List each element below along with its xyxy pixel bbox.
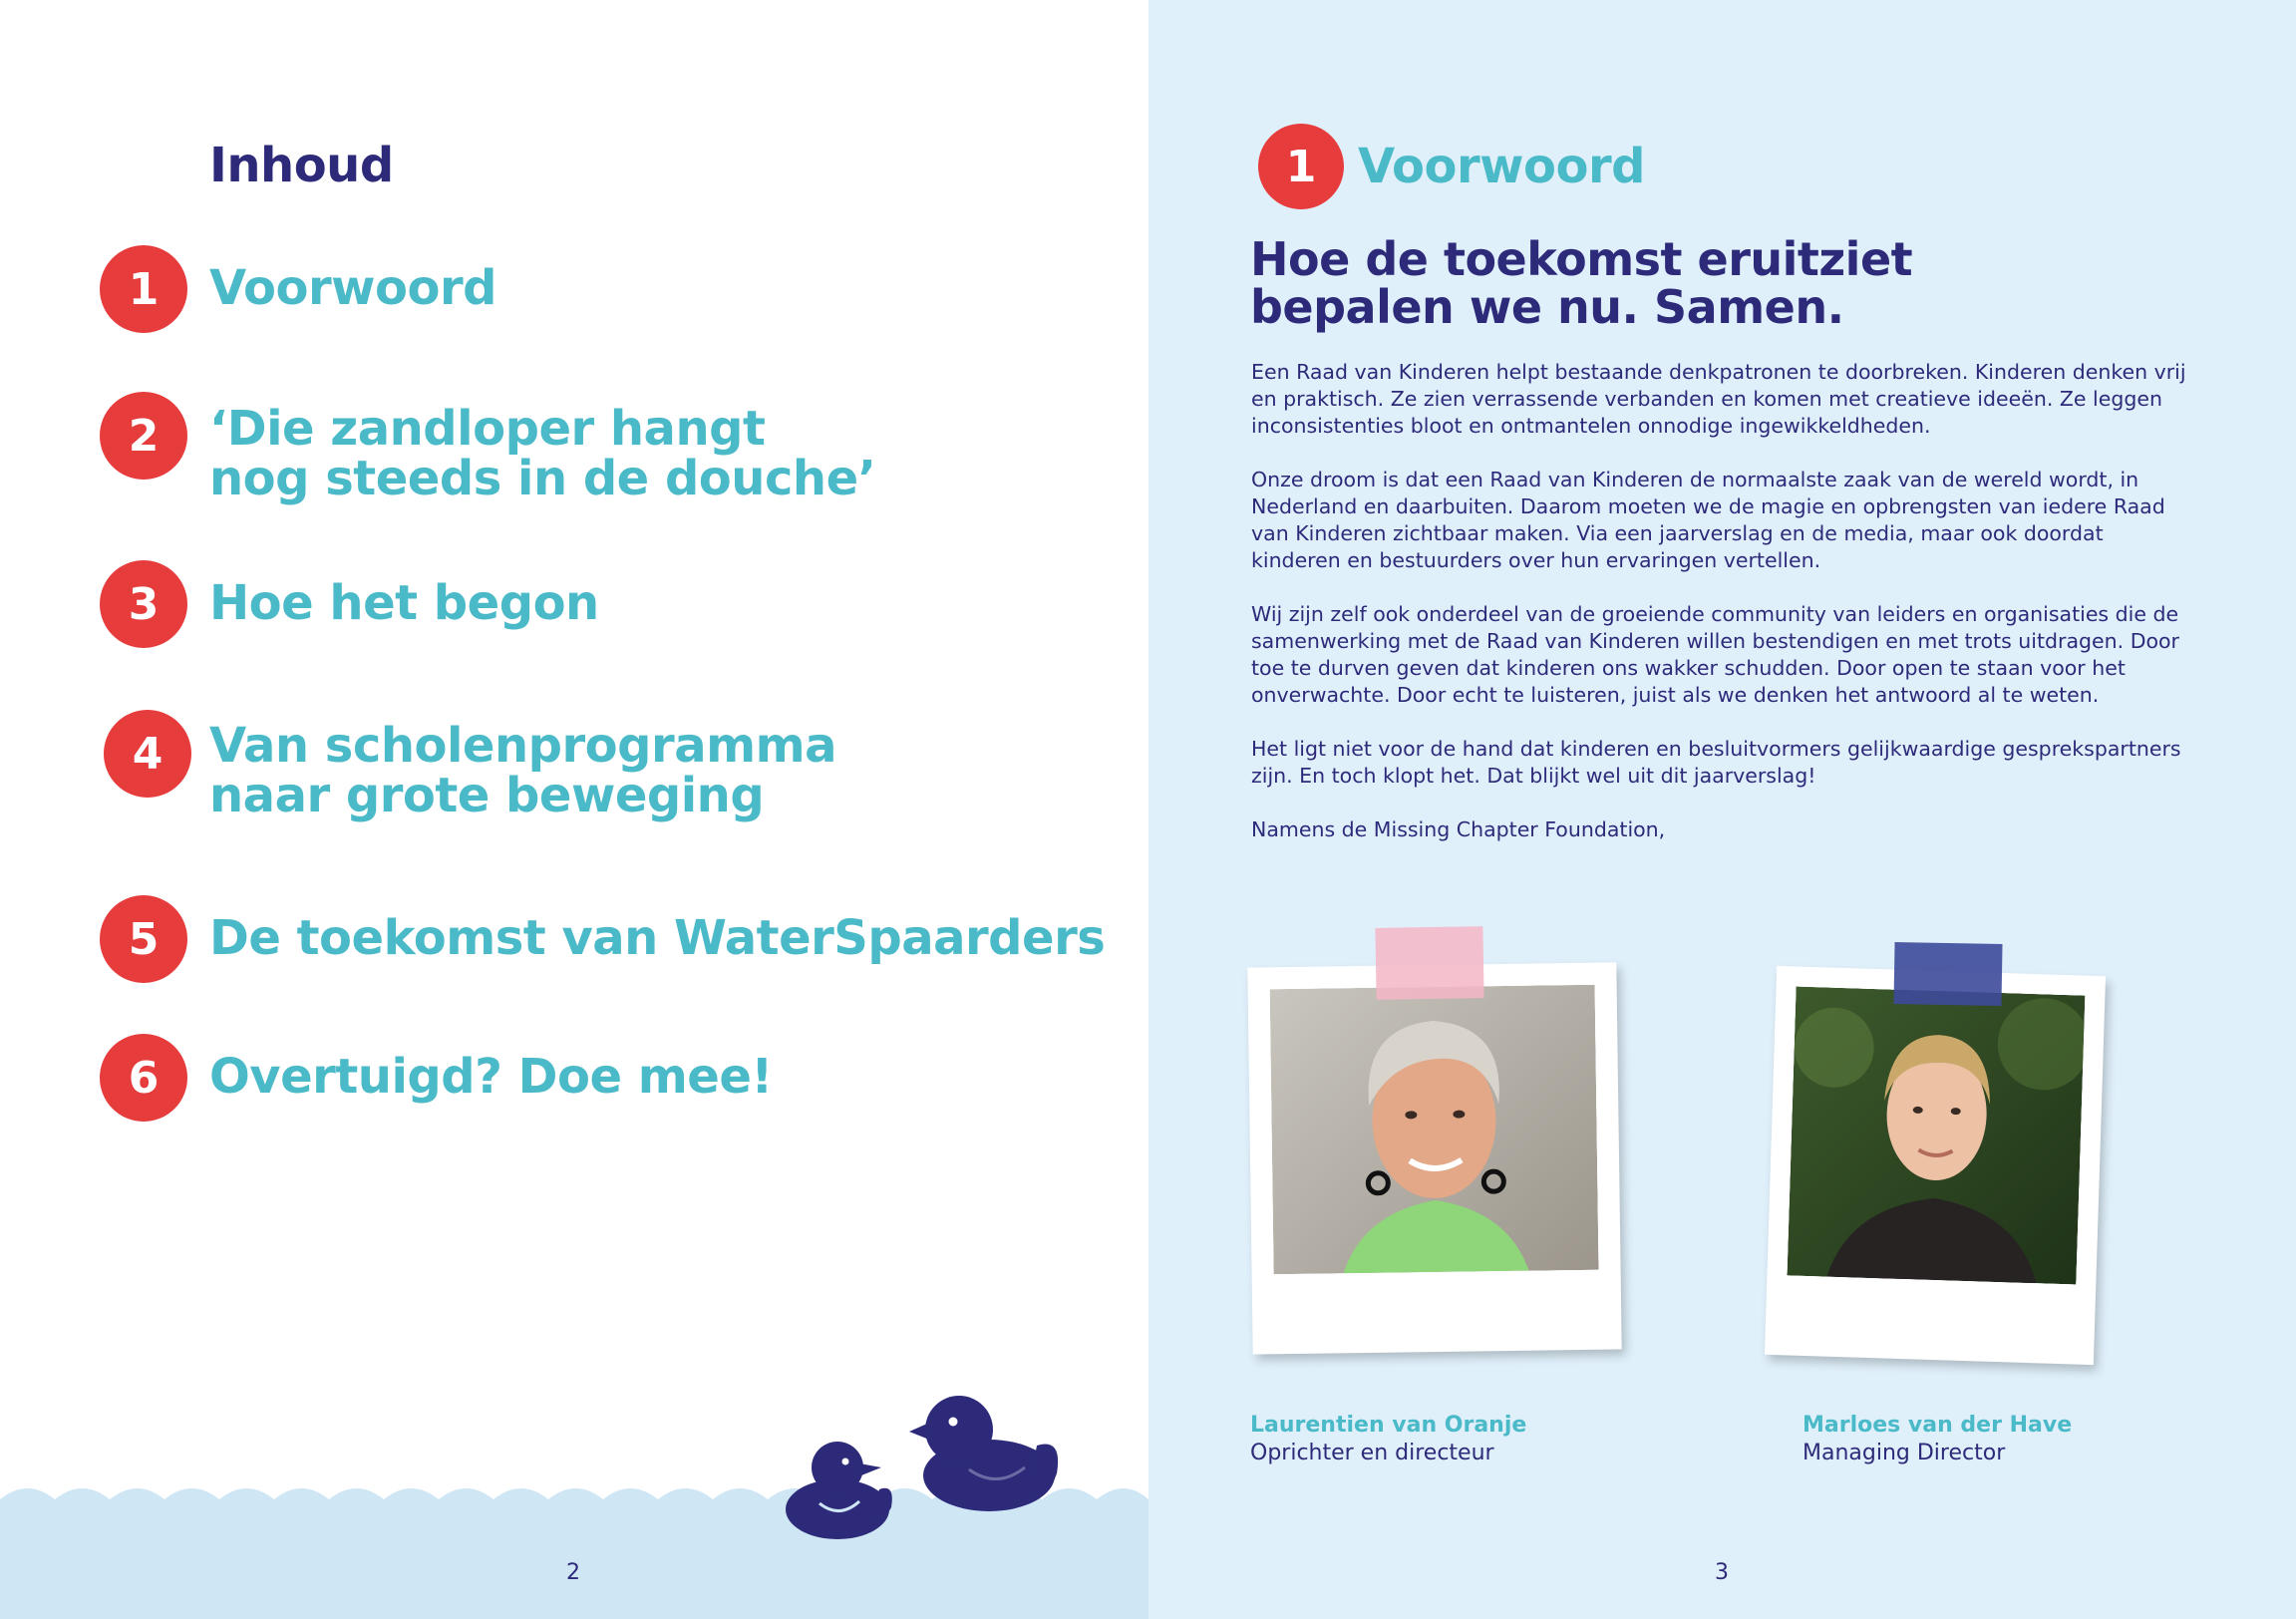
toc-title: Inhoud (209, 138, 394, 193)
page-number-right: 3 (1715, 1560, 1729, 1585)
polaroid-photo-2 (1765, 966, 2106, 1365)
toc-number-circle: 5 (100, 895, 187, 983)
rubber-duck-large-icon (909, 1386, 1061, 1515)
polaroid-photo-1 (1247, 962, 1621, 1354)
toc-item-1[interactable] (100, 245, 496, 333)
toc-item-label: Voorwoord (209, 260, 496, 316)
caption-1 (1250, 1412, 1526, 1467)
person-role: Oprichter en directeur (1250, 1441, 1494, 1465)
person-role: Managing Director (1803, 1441, 2006, 1465)
tape-blue (1893, 942, 2002, 1006)
toc-item-2[interactable] (100, 392, 876, 506)
signoff: Namens de Missing Chapter Foundation, (1251, 817, 1666, 841)
tape-pink (1375, 926, 1483, 1000)
caption-2 (1803, 1412, 2072, 1467)
rubber-duck-small-icon (780, 1428, 899, 1541)
toc-number-circle: 3 (100, 560, 187, 648)
page-right (1148, 0, 2296, 1619)
page-number-left: 2 (566, 1560, 580, 1585)
toc-item-6[interactable] (100, 1034, 773, 1122)
section-title: Voorwoord (1358, 139, 1645, 194)
body-text (1251, 359, 2198, 843)
toc-item-label: De toekomst van WaterSpaarders (209, 910, 1106, 966)
section-header (1258, 124, 1645, 209)
paragraph: Wij zijn zelf ook onderdeel van de groeiende community van leiders en organisaties die de samenwerking met de Raad van Kinderen willen bestendigen en met trots uitdragen. Door toe te durven geven dat kinderen ons wakker schudden. Door open te staan voor het onverwachte. Door echt te luisteren, juist als we denken het antwoord al te weten. (1251, 602, 2179, 707)
toc-item-label: Van scholenprogramma naar grote beweging (209, 718, 836, 823)
toc-number-circle: 2 (100, 392, 187, 480)
section-number-circle: 1 (1258, 124, 1344, 209)
toc-item-label: Hoe het begon (209, 575, 599, 631)
paragraph: Het ligt niet voor de hand dat kinderen en besluitvormers gelijkwaardige gesprekspartners zijn. En toch klopt het. Dat blijkt wel uit dit jaarverslag! (1251, 737, 2181, 788)
toc-item-label: ‘Die zandloper hangt nog steeds in de douche’ (209, 401, 876, 506)
toc-number-circle: 1 (100, 245, 187, 333)
person-name: Laurentien van Oranje (1250, 1413, 1527, 1438)
toc-item-4[interactable] (104, 710, 836, 823)
portrait-photo (1787, 987, 2085, 1285)
headline: Hoe de toekomst eruitziet bepalen we nu. Samen. (1250, 232, 1913, 334)
person-name: Marloes van der Have (1803, 1413, 2073, 1438)
paragraph: Onze droom is dat een Raad van Kinderen de normaalste zaak van de wereld wordt, in Nederland en daarbuiten. Daarom moeten we de magie en opbrengsten van iedere Raad van Kinderen zichtbaar maken. Via een jaarverslag en de media, maar ook doordat kinderen en bestuurders over hun ervaringen vertellen. (1251, 468, 2165, 572)
portrait-photo (1270, 985, 1599, 1275)
paragraph: Een Raad van Kinderen helpt bestaande denkpatronen te doorbreken. Kinderen denken vrij en praktisch. Ze zien verrassende verbanden en komen met creatieve ideeën. Ze leggen inconsistenties bloot en ontmantelen onnodige ingewikkeldheden. (1251, 360, 2186, 438)
toc-number-circle: 4 (104, 710, 191, 798)
toc-number-circle: 6 (100, 1034, 187, 1122)
toc-item-3[interactable] (100, 560, 599, 648)
toc-item-5[interactable] (100, 895, 1105, 983)
toc-item-label: Overtuigd? Doe mee! (209, 1049, 773, 1105)
